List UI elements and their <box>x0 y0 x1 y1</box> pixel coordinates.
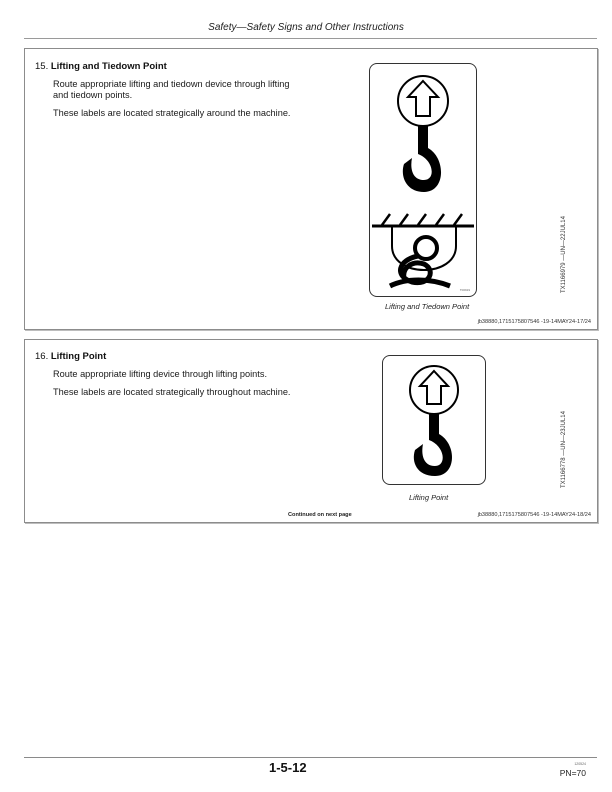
decal-code: T00919 <box>459 288 470 292</box>
lift-arrow-circle-icon <box>410 366 458 414</box>
hook-icon <box>403 126 441 192</box>
figure-image-code: TX1166778 —UN—23JUL14 <box>561 411 567 488</box>
reference-code: jb38880,1715175807546 -19-14MAY24-17/24 <box>477 319 591 325</box>
section-paragraph: Route appropriate lifting and tiedown device through lifting and tiedown points. <box>53 79 290 100</box>
header-divider <box>24 38 597 39</box>
hook-icon <box>414 414 452 476</box>
section-lifting-tiedown-point <box>24 48 598 330</box>
safety-decal-lifting-tiedown <box>369 63 477 297</box>
figure-caption: Lifting Point <box>409 493 449 502</box>
footer-date-code: 120524 <box>574 762 586 766</box>
section-number: 16. <box>35 351 49 362</box>
section-number: 15. <box>35 61 49 72</box>
section-lifting-point <box>24 339 598 523</box>
figure-image-code: TX1166979 —UN—22JUL14 <box>561 216 567 293</box>
footer-pn: PN=70 <box>559 768 586 778</box>
reference-code: jb38880,1715175807546 -19-14MAY24-18/24 <box>477 512 591 518</box>
tiedown-anchor-icon <box>372 214 474 286</box>
lift-arrow-circle-icon <box>398 76 448 126</box>
page-header-title: Safety—Safety Signs and Other Instructions <box>208 22 404 33</box>
section-title: Lifting and Tiedown Point <box>50 61 167 72</box>
page-number: 1-5-12 <box>269 760 307 775</box>
section-title: Lifting Point <box>50 351 107 362</box>
safety-decal-lifting-point <box>382 355 486 485</box>
section-heading <box>35 351 106 362</box>
section-paragraph: These labels are located strategically around the machine. <box>53 108 291 118</box>
continued-note: Continued on next page <box>288 512 352 518</box>
section-paragraph: Route appropriate lifting device through lifting points. <box>53 369 267 379</box>
section-paragraph: These labels are located strategically throughout machine. <box>53 387 291 397</box>
footer-divider <box>24 757 597 758</box>
figure-caption: Lifting and Tiedown Point <box>385 302 470 311</box>
section-heading <box>35 61 167 72</box>
